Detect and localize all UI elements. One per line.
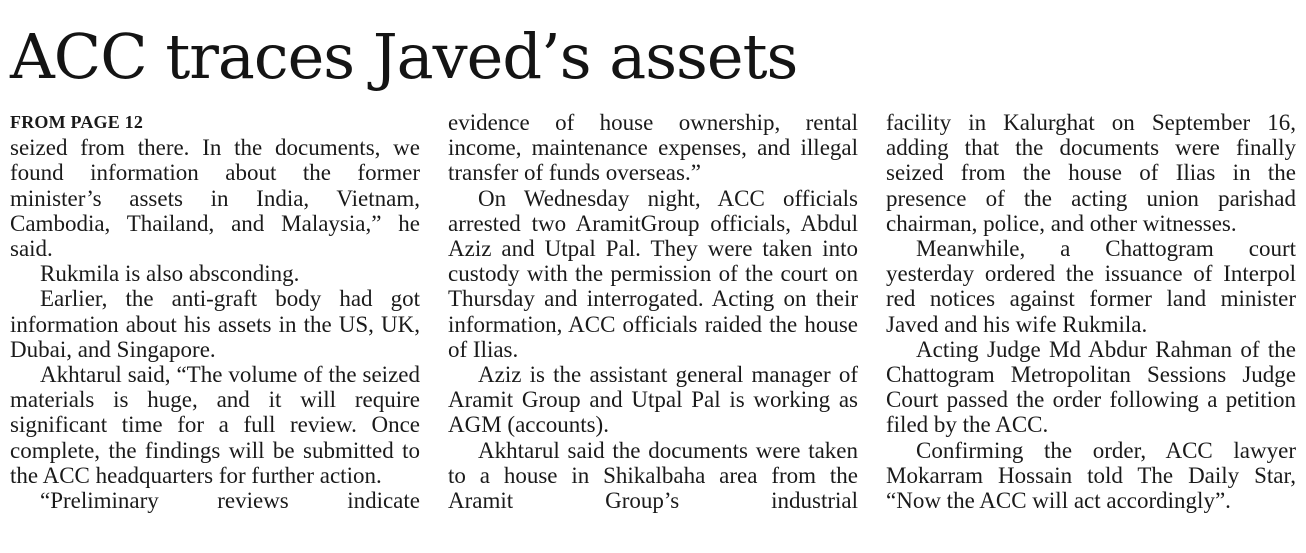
paragraph: Meanwhile, a Chattogram court yesterday ordered the issuance of Interpol red notices against former land minister Javed and his wife Rukmila. bbox=[886, 236, 1296, 337]
headline: ACC traces Javed’s assets bbox=[10, 20, 798, 93]
paragraph: Acting Judge Md Abdur Rahman of the Chattogram Metropolitan Sessions Judge Court passed the order following a petition filed by the ACC. bbox=[886, 336, 1296, 438]
paragraph: Rukmila is also absconding. bbox=[40, 261, 300, 287]
paragraph: “Preliminary reviews indicate bbox=[40, 488, 420, 514]
paragraph: evidence of house ownership, rental income, maintenance expenses, and illegal transfer of funds overseas.” bbox=[448, 110, 858, 186]
article-column-2 bbox=[448, 110, 858, 513]
continuation-kicker: FROM PAGE 12 bbox=[10, 112, 144, 132]
paragraph: Akhtarul said the documents were taken to a house in Shikalbaha area from the Aramit Group’s industrial bbox=[448, 437, 858, 514]
paragraph: facility in Kalurghat on September 16, adding that the documents were finally seized from the house of Ilias in the presence of the acting union parishad chairman, police, and other witnesses. bbox=[886, 110, 1296, 236]
paragraph: Confirming the order, ACC lawyer Mokarram Hossain told The Daily Star, “Now the ACC will act accordingly”. bbox=[886, 437, 1296, 514]
paragraph: On Wednesday night, ACC officials arrested two AramitGroup officials, Abdul Aziz and Utpal Pal. They were taken into custody with the permission of the court on Thursday and interrogated. Acting on their information, ACC officials raided the house of Ilias. bbox=[448, 185, 858, 362]
paragraph: Earlier, the anti-graft body had got information about his assets in the US, UK, Dubai, and Singapore. bbox=[10, 286, 420, 362]
paragraph: seized from there. In the documents, we found information about the former minister’s assets in India, Vietnam, Cambodia, Thailand, and Malaysia,” he said. bbox=[10, 135, 420, 262]
article-column-3 bbox=[886, 110, 1296, 513]
paragraph: Akhtarul said, “The volume of the seized materials is huge, and it will require significant time for a full review. Once complete, the findings will be submitted to the ACC headquarters for further action. bbox=[10, 362, 420, 488]
article-column-1 bbox=[10, 110, 420, 513]
paragraph: Aziz is the assistant general manager of Aramit Group and Utpal Pal is working as AGM (accounts). bbox=[448, 362, 858, 438]
